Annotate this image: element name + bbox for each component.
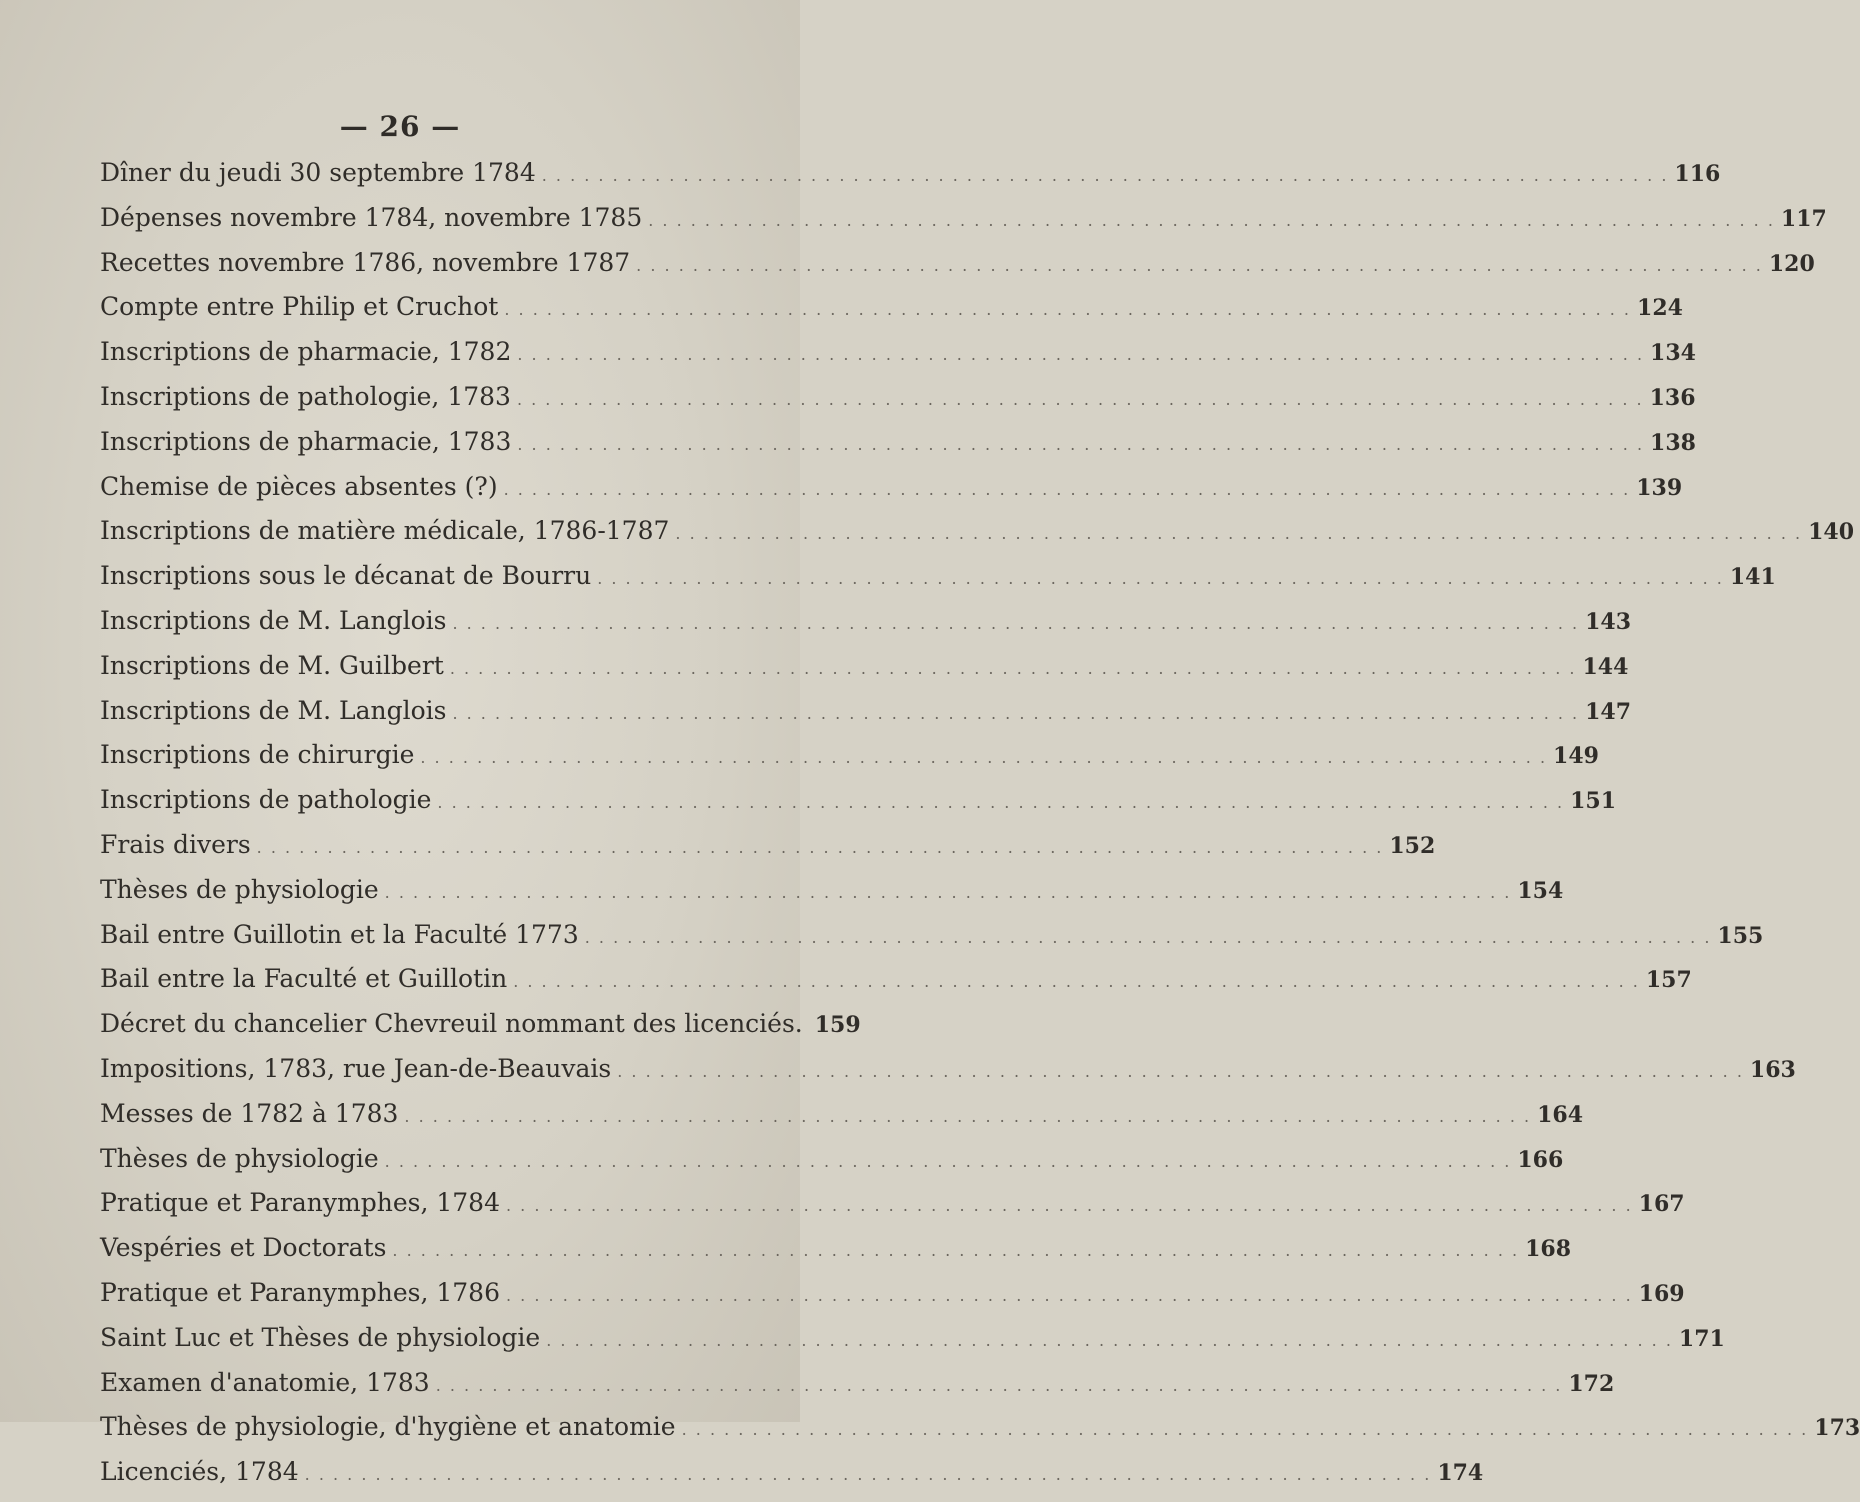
- toc-entry: [100, 561, 1776, 606]
- toc-entry: [100, 740, 1599, 785]
- toc-entry: [100, 1457, 1484, 1502]
- toc-entry: [100, 516, 1855, 561]
- toc-entry-title: Bail entre la Faculté et Guillotin: [100, 964, 508, 994]
- toc-entry-page: 166: [1517, 1146, 1564, 1173]
- dot-leader: [546, 1331, 1673, 1350]
- toc-entry-title: Recettes novembre 1786, novembre 1787: [100, 247, 631, 277]
- toc-entry-title: Compte entre Philip et Cruchot: [100, 292, 499, 322]
- dot-leader: [517, 390, 1644, 409]
- dot-leader: [597, 569, 1724, 588]
- dot-leader: [636, 256, 1763, 275]
- dot-leader: [506, 1196, 1633, 1215]
- dot-leader: [675, 524, 1802, 543]
- dot-leader: [437, 793, 1564, 812]
- dot-leader: [404, 1107, 1531, 1126]
- dot-leader: [392, 1241, 1519, 1260]
- toc-entry-page: 139: [1636, 474, 1683, 501]
- dot-leader: [436, 1376, 1563, 1395]
- dot-leader: [452, 704, 1579, 723]
- toc-entry-title: Thèses de physiologie, d'hygiène et anatomie: [100, 1412, 676, 1442]
- toc-entry-title: Dîner du jeudi 30 septembre 1784: [100, 158, 536, 187]
- dot-leader: [504, 480, 1631, 499]
- dot-leader: [517, 435, 1644, 454]
- toc-entry-page: 164: [1537, 1101, 1584, 1128]
- dot-leader: [617, 1062, 1744, 1081]
- toc-entry-page: 154: [1517, 877, 1564, 904]
- toc-entry-page: 117: [1780, 205, 1827, 232]
- dot-leader: [682, 1420, 1809, 1439]
- toc-entry: [100, 1233, 1572, 1278]
- toc-entry-page: 116: [1674, 161, 1721, 187]
- toc-entry: [100, 874, 1564, 920]
- toc-entry-title: Bail entre Guillotin et la Faculté 1773: [100, 919, 579, 949]
- toc-entry-page: 163: [1749, 1056, 1796, 1083]
- toc-entry-page: 124: [1637, 295, 1683, 322]
- toc-entry: [100, 785, 1617, 830]
- toc-entry-title: Dépenses novembre 1784, novembre 1785: [100, 202, 643, 232]
- toc-entry-page: 168: [1525, 1236, 1572, 1263]
- toc-entry-title: Vespéries et Doctorats: [100, 1233, 387, 1263]
- toc-entry: [100, 1322, 1725, 1368]
- toc-entry: [100, 605, 1632, 651]
- toc-entry-page: 169: [1638, 1280, 1685, 1307]
- toc-entry-page: 140: [1808, 519, 1855, 546]
- toc-entry-page: 157: [1645, 967, 1692, 994]
- toc-entry-title: Décret du chancelier Chevreuil nommant des licenciés.: [100, 1009, 803, 1039]
- toc-entry-title: Impositions, 1783, rue Jean-de-Beauvais: [100, 1053, 612, 1083]
- toc-entry-page: 159: [814, 1012, 861, 1039]
- toc-entry-title: Inscriptions de pharmacie, 1782: [100, 337, 512, 367]
- toc-entry: [100, 919, 1764, 965]
- dot-leader: [420, 748, 1547, 767]
- dot-leader: [585, 928, 1712, 947]
- dot-leader: [257, 838, 1384, 857]
- toc-entry-title: Inscriptions de chirurgie: [100, 740, 415, 770]
- toc-entry-title: Inscriptions de pathologie: [100, 785, 432, 815]
- toc-entry: [100, 337, 1696, 382]
- dot-leader: [504, 300, 1631, 319]
- toc-entry-title: Saint Luc et Thèses de physiologie: [100, 1322, 541, 1352]
- toc-entry-title: Messes de 1782 à 1783: [100, 1098, 399, 1128]
- toc-entry-page: 151: [1570, 788, 1617, 815]
- toc-entry: [100, 1143, 1564, 1189]
- toc-entry-title: Inscriptions de M. Langlois: [100, 695, 447, 725]
- toc-entry-page: 152: [1389, 832, 1436, 859]
- dot-leader: [385, 883, 1512, 902]
- toc-entry-page: 141: [1729, 564, 1776, 591]
- toc-entry-title: Inscriptions de pathologie, 1783: [100, 381, 511, 411]
- toc-entry-title: Chemise de pièces absentes (?): [100, 471, 498, 501]
- dot-leader: [452, 614, 1579, 633]
- toc-entry-page: 120: [1768, 250, 1815, 277]
- toc-entry-page: 172: [1568, 1370, 1615, 1397]
- toc-entry-page: 155: [1717, 922, 1764, 949]
- toc-entry-title: Pratique et Paranymphes, 1784: [100, 1188, 500, 1218]
- toc-entry-page: 174: [1437, 1460, 1484, 1487]
- dot-leader: [542, 166, 1669, 185]
- toc-entry-title: Frais divers: [100, 829, 251, 859]
- toc-entry: [100, 1367, 1615, 1413]
- toc-entry-title: Inscriptions de M. Langlois: [100, 605, 447, 635]
- dot-leader: [450, 659, 1577, 678]
- toc-entry: [100, 1277, 1685, 1323]
- table-of-contents: [100, 158, 1860, 1502]
- toc-entry: [100, 650, 1629, 696]
- dot-leader: [513, 972, 1640, 991]
- toc-entry: [100, 1188, 1685, 1233]
- toc-entry: [100, 202, 1827, 248]
- toc-entry-page: 167: [1638, 1191, 1685, 1218]
- toc-entry-title: Inscriptions de M. Guilbert: [100, 650, 444, 680]
- toc-entry-title: Inscriptions sous le décanat de Bourru: [100, 561, 592, 591]
- toc-entry-page: 144: [1582, 653, 1629, 680]
- toc-entry-title: Inscriptions de pharmacie, 1783: [100, 426, 512, 456]
- dot-leader: [517, 345, 1644, 364]
- toc-entry-title: Pratique et Paranymphes, 1786: [100, 1277, 500, 1307]
- dot-leader: [385, 1152, 1512, 1171]
- toc-entry-page: 171: [1678, 1325, 1725, 1352]
- toc-entry: [100, 964, 1692, 1009]
- toc-entry: [100, 695, 1632, 741]
- toc-entry-page: 138: [1650, 429, 1696, 456]
- toc-entry-page: 149: [1553, 743, 1599, 770]
- toc-entry: [100, 426, 1696, 472]
- toc-entry-title: Thèses de physiologie: [100, 1143, 379, 1173]
- toc-entry: [100, 471, 1683, 517]
- toc-entry: [100, 1098, 1584, 1144]
- dot-leader: [648, 211, 1775, 230]
- toc-entry: [100, 158, 1721, 203]
- toc-entry: [100, 1053, 1796, 1099]
- toc-entry-page: 147: [1585, 698, 1632, 725]
- toc-entry-title: Examen d'anatomie, 1783: [100, 1367, 430, 1397]
- toc-entry: [100, 1009, 861, 1054]
- toc-entry: [100, 247, 1815, 293]
- dot-leader: [305, 1465, 1432, 1484]
- page-number: — 26 —: [339, 110, 461, 143]
- toc-entry-title: Thèses de physiologie: [100, 874, 379, 904]
- toc-entry-page: 134: [1650, 340, 1696, 367]
- toc-entry: [100, 1412, 1860, 1457]
- toc-entry-title: Inscriptions de matière médicale, 1786-1787: [100, 516, 670, 546]
- toc-entry-page: 136: [1649, 384, 1696, 411]
- toc-entry-page: 173: [1814, 1415, 1860, 1442]
- toc-entry-title: Licenciés, 1784: [100, 1457, 299, 1487]
- toc-entry: [100, 829, 1436, 875]
- dot-leader: [506, 1286, 1633, 1305]
- toc-entry: [100, 381, 1696, 427]
- toc-entry-page: 143: [1585, 608, 1632, 635]
- toc-entry: [100, 292, 1683, 337]
